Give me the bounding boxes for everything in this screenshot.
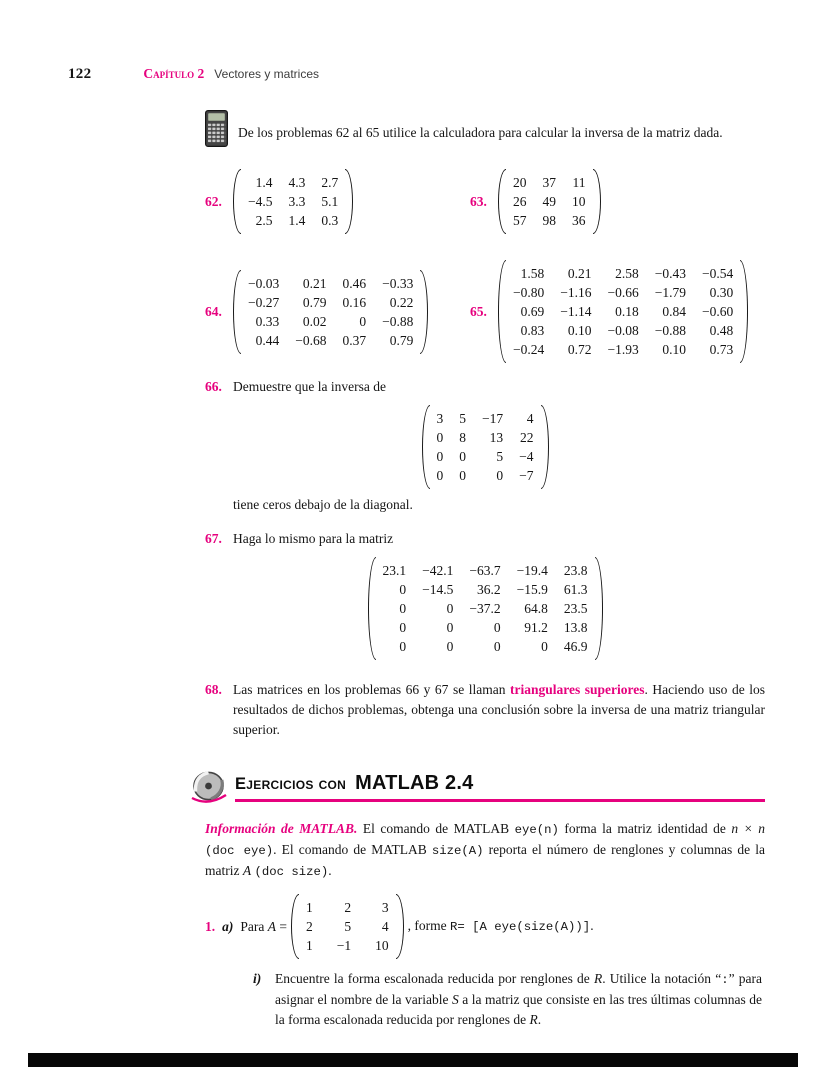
chapter-title: Vectores y matrices: [214, 67, 319, 81]
matlab-problem-1: [205, 894, 765, 959]
problem-66: [205, 377, 765, 515]
problem-68-text: [233, 680, 765, 740]
matrix-cell: 22: [520, 430, 534, 445]
matrix-cell: −37.2: [469, 601, 501, 616]
matrix-cell: 26: [513, 194, 527, 209]
matrix-cell: 0: [399, 639, 407, 654]
matrix-cell: 0: [399, 620, 407, 635]
matrix-cell: 23.8: [563, 563, 588, 578]
matrix-cell: 0.10: [662, 342, 686, 357]
text-segment: .: [328, 863, 332, 878]
matrix-cell: 13.8: [563, 620, 588, 635]
matlab-section-heading: [191, 768, 765, 807]
matrix-grid: [511, 169, 588, 234]
matrix-cell: −4: [519, 449, 534, 464]
matrix-right-paren: [593, 169, 601, 234]
problem-1-text-before: [240, 917, 287, 937]
matrix-cell: −0.66: [607, 285, 639, 300]
matrix-cell: 0.79: [302, 294, 327, 310]
matrix-cell: −0.24: [513, 342, 545, 357]
problem-67-intro: Haga lo mismo para la matriz: [233, 531, 394, 546]
problem-66-intro: Demuestre que la inversa de: [233, 379, 386, 394]
matrix-cell: 57: [513, 213, 527, 228]
section-heading-rule: [235, 773, 765, 802]
problem-68: [205, 680, 765, 740]
page-bottom-bar: [28, 1053, 798, 1067]
matrix-65: [498, 260, 748, 363]
text-segment: =: [276, 918, 287, 934]
problem-62-number: 62.: [205, 193, 222, 209]
matrix-cell: −0.33: [382, 275, 414, 291]
matrix-grid: [304, 894, 391, 959]
matrix-cell: 49: [542, 194, 556, 209]
matrix-cell: −17: [482, 411, 504, 426]
text-segment: (doc size): [254, 865, 329, 879]
text-segment: A: [267, 918, 276, 934]
matrix-left-paren: [368, 557, 376, 660]
section-heading-big: MATLAB 2.4: [355, 772, 474, 794]
matrix-cell: −0.60: [702, 304, 734, 319]
problem-65: [470, 260, 748, 363]
page-content: [205, 106, 765, 1030]
matrix-cell: 0: [446, 620, 454, 635]
item-i-text: [275, 969, 762, 1030]
matrix-cell: 1.4: [288, 213, 306, 228]
matrix-cell: 0.30: [709, 285, 734, 300]
matrix-cell: −0.88: [382, 313, 414, 329]
problem-1-number: 1.: [205, 918, 216, 934]
matrix-cell: 0.02: [302, 313, 327, 329]
matrix-cell: 0.44: [255, 332, 280, 348]
matrix-cell: 0: [436, 468, 444, 483]
calculator-note: [205, 110, 765, 153]
matrix-cell: 4: [526, 411, 534, 426]
matrix-cell: 0: [446, 601, 454, 616]
matrix-cell: 0: [436, 430, 444, 445]
matrix-cell: 0: [436, 449, 444, 464]
matrix-cell: 36: [572, 213, 586, 228]
matrix-63: [498, 169, 601, 234]
matrix-grid: [435, 405, 536, 489]
problem-1-text-after: [408, 916, 594, 937]
problem-62: [205, 169, 470, 234]
matrix-A: [291, 894, 404, 959]
problem-63-number: 63.: [470, 193, 487, 209]
matlab-problem-1-item-i: [253, 969, 765, 1030]
matrix-cell: −1.16: [560, 285, 592, 300]
text-segment: A: [242, 863, 252, 878]
matrix-cell: −14.5: [422, 582, 454, 597]
text-segment: . Utilice la notación “: [602, 971, 722, 986]
matrix-cell: −15.9: [516, 582, 548, 597]
matrix-left-paren: [291, 894, 299, 959]
matrix-cell: 0.83: [520, 323, 545, 338]
matrix-cell: 0.72: [567, 342, 592, 357]
matrix-cell: 0.37: [342, 332, 367, 348]
matrix-right-paren: [541, 405, 549, 489]
text-segment: reporta el número de renglones y columnas de la matriz: [205, 842, 766, 878]
matrix-62: [233, 169, 353, 234]
text-segment: R: [593, 971, 603, 986]
matrix-cell: 10: [572, 194, 586, 209]
text-segment: . El comando de MATLAB: [273, 842, 432, 857]
text-segment: Encuentre la forma escalonada reducida por renglones de: [275, 971, 594, 986]
matrix-right-paren: [420, 270, 428, 354]
matrix-cell: −0.68: [295, 332, 327, 348]
text-segment: (doc eye): [205, 844, 274, 858]
matrix-cell: −0.08: [607, 323, 639, 338]
matrix-cell: 0: [399, 582, 407, 597]
text-segment: S: [451, 992, 459, 1007]
matrix-right-paren: [595, 557, 603, 660]
matrix-left-paren: [498, 260, 506, 363]
matrix-right-paren: [345, 169, 353, 234]
matrix-cell: 0.21: [302, 275, 327, 291]
text-segment: , forme: [407, 918, 450, 933]
matrix-cell: 0: [446, 639, 454, 654]
matrix-cell: 0.18: [615, 304, 639, 319]
matrix-grid: [511, 260, 735, 363]
text-segment: a la matriz que consiste en las tres últimas columnas de la forma escalonada reducida por renglones de: [275, 992, 762, 1027]
text-segment: forma la matriz identidad de: [558, 821, 732, 836]
matrix-cell: 2: [344, 900, 352, 915]
problems-row-62-63: [205, 169, 765, 234]
matrix-cell: 4: [381, 919, 389, 934]
text-segment: R: [529, 1012, 538, 1027]
matrix-67: [368, 557, 603, 660]
text-segment: R= [A eye(size(A))]: [449, 920, 591, 934]
matrix-cell: 4.3: [288, 175, 306, 190]
matrix-cell: −0.88: [654, 323, 686, 338]
matrix-cell: −0.43: [654, 266, 686, 281]
matrix-cell: −1.93: [607, 342, 639, 357]
matrix-cell: −0.27: [248, 294, 280, 310]
matrix-left-paren: [233, 270, 241, 354]
problem-67-matrix-row: [205, 557, 765, 660]
matrix-cell: 0: [459, 449, 466, 464]
matrix-cell: −0.80: [513, 285, 545, 300]
text-segment: Para: [240, 918, 268, 934]
matrix-left-paren: [498, 169, 506, 234]
matlab-info-paragraph: [205, 819, 765, 882]
matrix-cell: 2: [306, 919, 313, 934]
matrix-cell: −7: [519, 468, 534, 483]
page-number: 122: [68, 66, 92, 82]
matrix-cell: 10: [375, 938, 389, 953]
matrix-cell: 0: [359, 313, 367, 329]
matrix-cell: 36.2: [477, 582, 501, 597]
problem-67: [205, 529, 765, 660]
matrix-cell: −42.1: [422, 563, 454, 578]
matrix-cell: 0.84: [662, 304, 686, 319]
matrix-cell: 0.69: [520, 304, 545, 319]
matrix-grid: [381, 557, 590, 660]
matrix-right-paren: [396, 894, 404, 959]
running-header: [68, 66, 319, 83]
item-i-marker: i): [253, 971, 262, 986]
text-segment: Las matrices en los problemas 66 y 67 se llaman: [233, 682, 510, 697]
problem-66-outro: tiene ceros debajo de la diagonal.: [233, 497, 413, 512]
matrix-cell: 1.58: [520, 266, 545, 281]
matrix-cell: 3.3: [288, 194, 306, 209]
problem-64-number: 64.: [205, 303, 222, 319]
matrix-cell: 13: [489, 430, 504, 445]
section-heading-small: Ejercicios con: [235, 775, 347, 793]
problem-66-head: [205, 377, 765, 397]
matrix-cell: 1.4: [255, 175, 273, 190]
text-segment: eye(n): [514, 823, 559, 837]
matrix-cell: 2.5: [255, 213, 273, 228]
problem-64: [205, 270, 470, 354]
matrix-cell: −1.79: [654, 285, 686, 300]
text-segment: El comando de MATLAB: [357, 821, 515, 836]
matrix-cell: 0.21: [567, 266, 592, 281]
chapter-label: Capítulo 2: [143, 66, 205, 81]
matrix-cell: −0.03: [248, 275, 280, 291]
matrix-cell: 2.58: [615, 266, 639, 281]
matrix-left-paren: [233, 169, 241, 234]
problem-63: [470, 169, 601, 234]
matrix-right-paren: [740, 260, 748, 363]
matrix-cell: 64.8: [524, 601, 548, 616]
matrix-cell: 23.5: [563, 601, 588, 616]
text-segment: ” para asignar el nombre de la variable: [275, 971, 762, 1007]
text-segment: size(A): [431, 844, 484, 858]
problem-68-number: 68.: [205, 682, 222, 697]
matrix-cell: 0.33: [255, 313, 280, 329]
problem-66-matrix-row: [205, 405, 765, 489]
matrix-cell: 46.9: [563, 639, 588, 654]
matrix-cell: 1: [306, 938, 313, 953]
matrix-cell: 5: [496, 449, 504, 464]
text-segment: triangulares superiores: [509, 682, 645, 697]
matrix-grid: [246, 270, 415, 354]
matrix-cell: 5.1: [321, 194, 339, 209]
matrix-cell: −1: [336, 938, 352, 953]
matrix-cell: 98: [542, 213, 556, 228]
matrix-cell: 0.10: [567, 323, 592, 338]
text-segment: .: [590, 918, 594, 933]
matrix-cell: −4.5: [248, 194, 273, 209]
matrix-left-paren: [422, 405, 430, 489]
matrix-cell: 0.48: [709, 323, 734, 338]
problem-67-number: 67.: [205, 531, 222, 546]
matrix-cell: 0.73: [709, 342, 734, 357]
matrix-cell: 0: [493, 639, 501, 654]
calculator-icon: [205, 110, 228, 153]
matrix-cell: 11: [572, 175, 586, 190]
matrix-cell: 1: [306, 900, 313, 915]
text-segment: n × n: [731, 821, 765, 836]
problem-66-number: 66.: [205, 379, 222, 394]
problem-65-number: 65.: [470, 303, 487, 319]
text-segment: . Haciendo uso de los resultados de dichos problemas, obtenga una conclusión sobre la inversa de una matriz triangular superior.: [233, 682, 765, 737]
matrix-cell: 23.1: [382, 563, 407, 578]
matrix-cell: −0.54: [702, 266, 734, 281]
matrix-cell: 37: [542, 175, 556, 190]
matrix-cell: 3: [436, 411, 444, 426]
text-segment: :: [721, 973, 729, 987]
matrix-cell: −1.14: [560, 304, 592, 319]
problem-67-head: [205, 529, 765, 549]
matrix-cell: 0: [399, 601, 407, 616]
matlab-icon: [191, 771, 227, 810]
matrix-cell: 0.22: [389, 294, 414, 310]
matrix-64: [233, 270, 428, 354]
matrix-cell: 3: [381, 900, 389, 915]
matrix-66: [422, 405, 549, 489]
text-segment: Información de MATLAB.: [205, 821, 358, 836]
text-segment: .: [537, 1012, 542, 1027]
matrix-cell: 8: [459, 430, 466, 445]
matrix-cell: 0.46: [342, 275, 367, 291]
matrix-cell: 0: [496, 468, 504, 483]
matrix-grid: [246, 169, 340, 234]
matrix-cell: −63.7: [469, 563, 501, 578]
problems-row-64-65: [205, 260, 765, 363]
matrix-cell: 0.79: [389, 332, 414, 348]
matrix-cell: 0.3: [321, 213, 339, 228]
matrix-cell: 0: [493, 620, 501, 635]
matrix-cell: 0.16: [342, 294, 367, 310]
matrix-cell: 0: [459, 468, 466, 483]
matrix-cell: 2.7: [321, 175, 339, 190]
matrix-cell: −19.4: [516, 563, 548, 578]
matrix-cell: 0: [541, 639, 548, 654]
matrix-cell: 5: [344, 919, 352, 934]
matrix-cell: 91.2: [524, 620, 548, 635]
problem-1-part-label: a): [222, 918, 234, 934]
calculator-note-text: De los problemas 62 al 65 utilice la calculadora para calcular la inversa de la matriz dada.: [238, 125, 723, 140]
matrix-cell: 20: [513, 175, 527, 190]
matrix-cell: 5: [459, 411, 466, 426]
matrix-cell: 61.3: [563, 582, 588, 597]
